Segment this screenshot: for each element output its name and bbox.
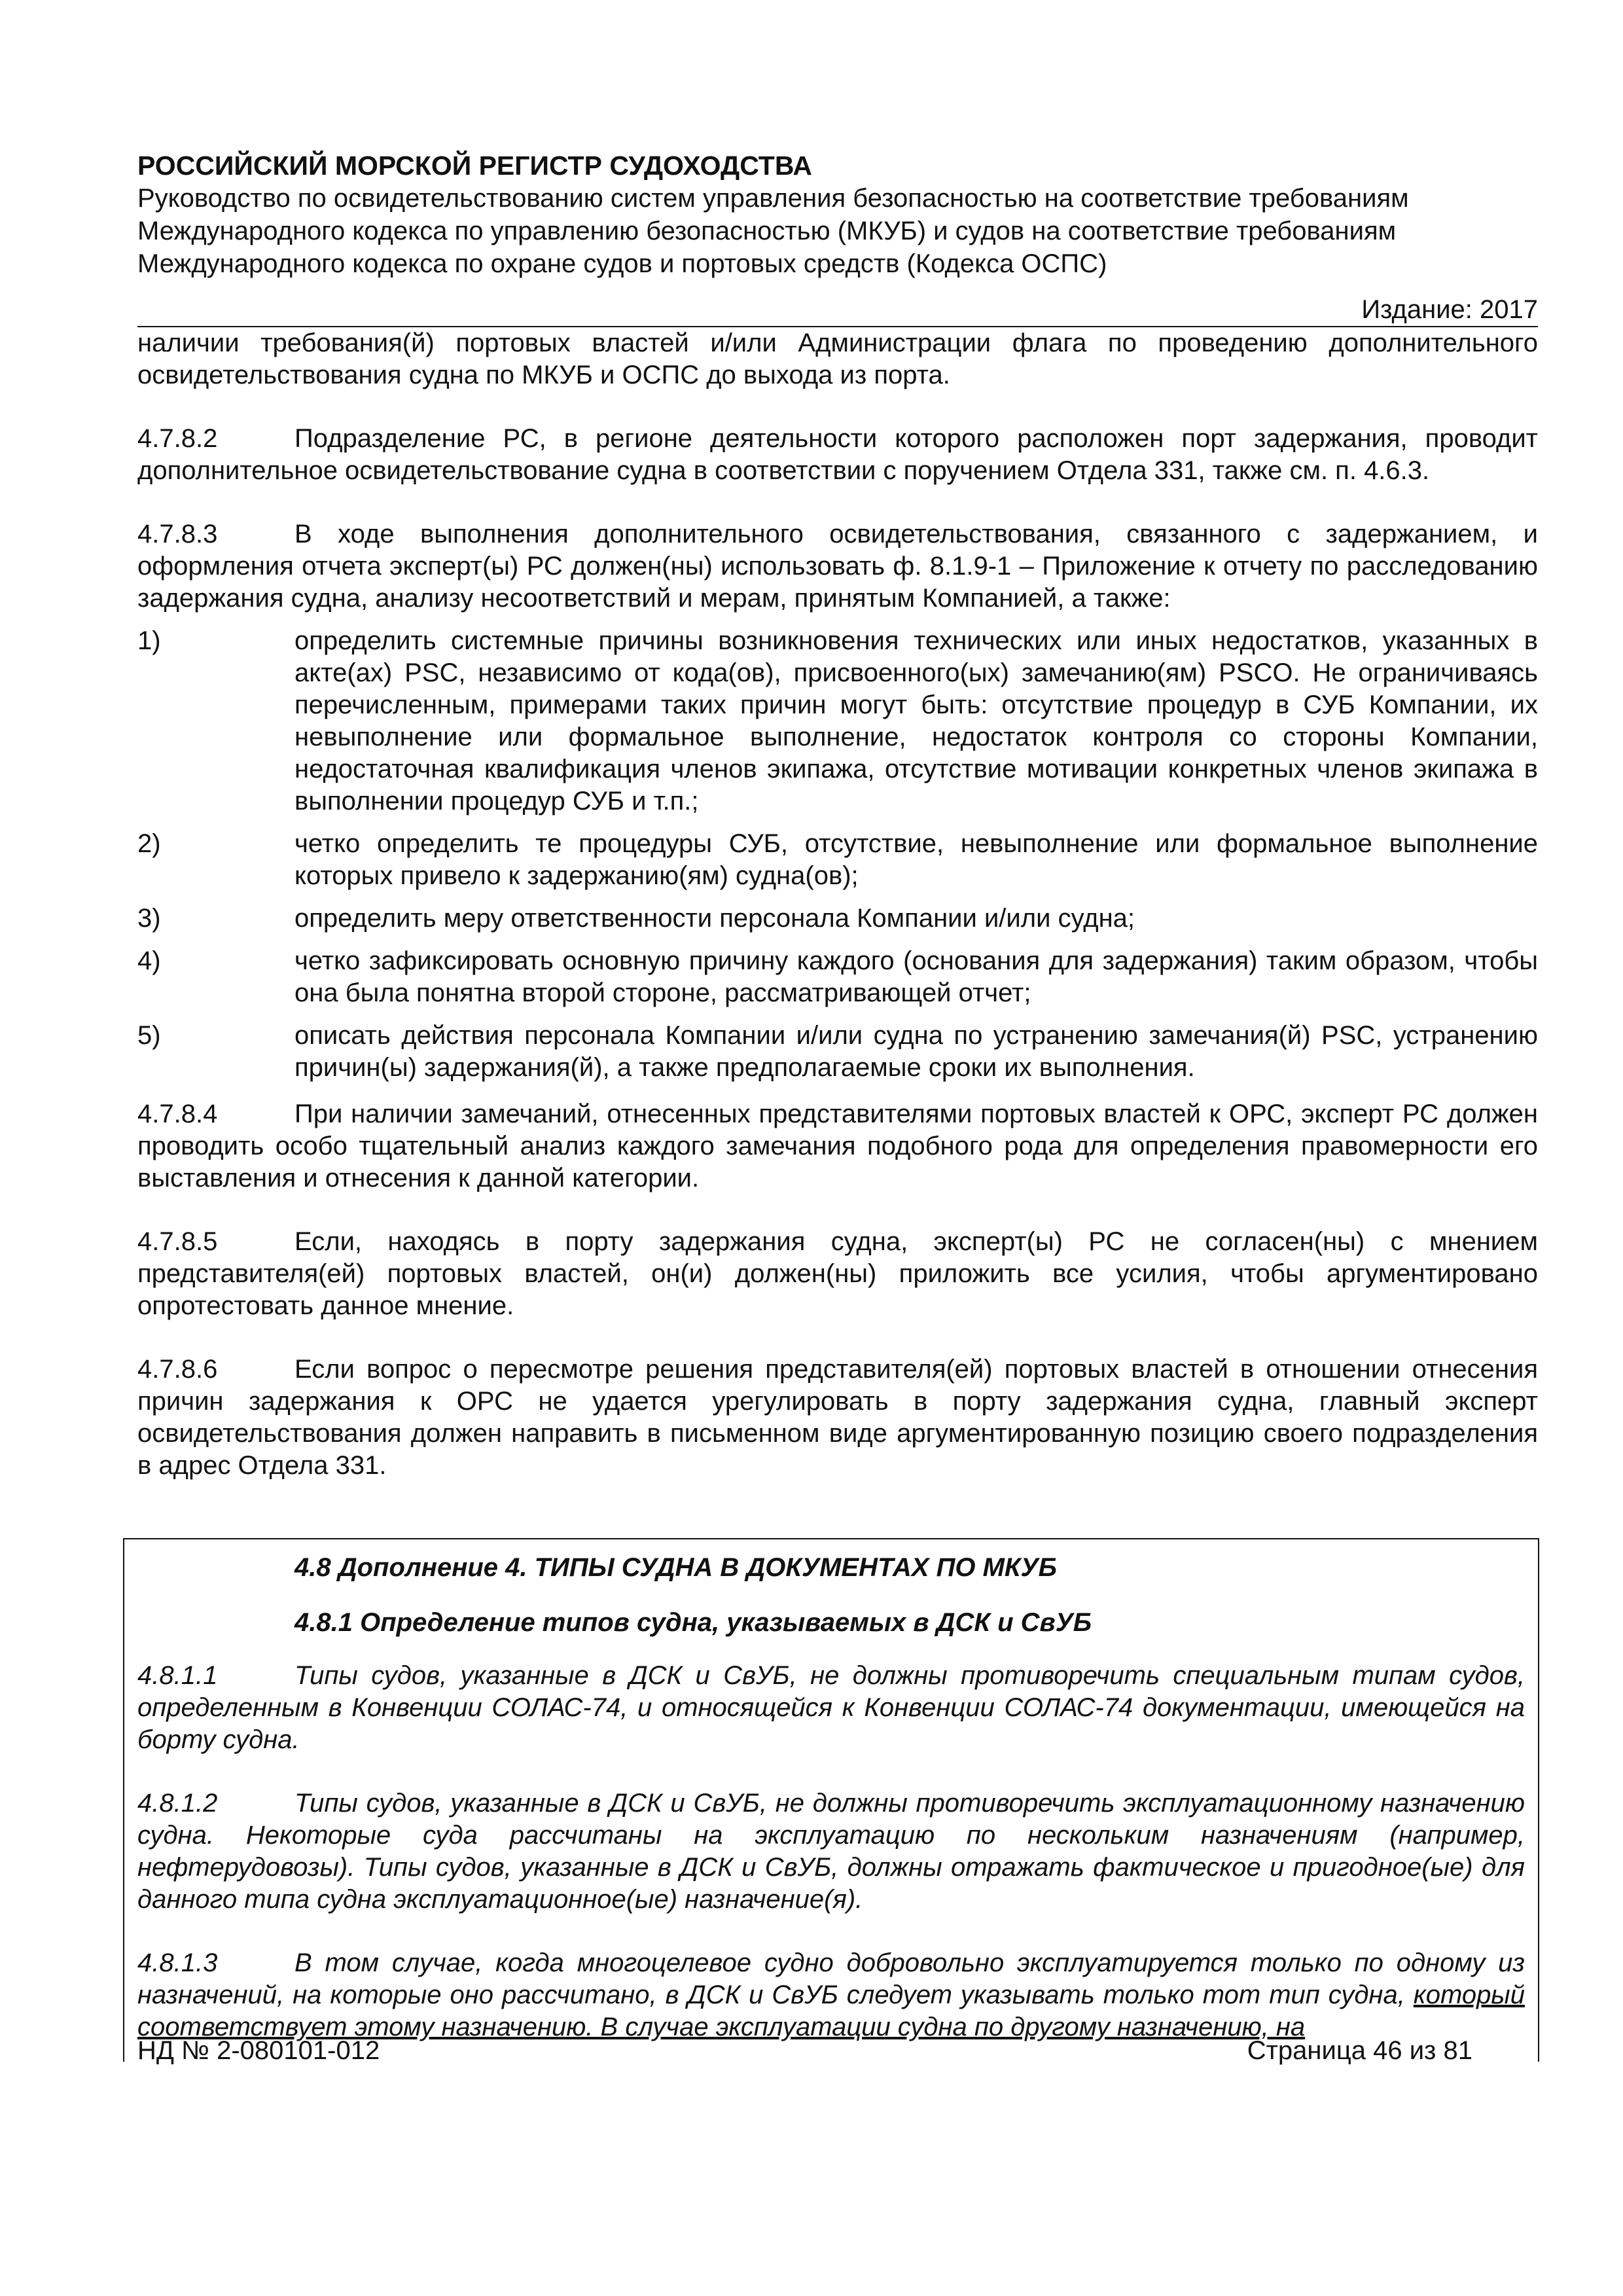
clause-number: 4.7.8.4 — [137, 1100, 218, 1128]
continuation-paragraph: наличии требования(й) портовых властей и/или Администрации флага по проведению дополнительного освидетельствования судна по МКУБ и ОСПС до выхода из порта. — [137, 329, 1538, 389]
section-heading: 4.8 Дополнение 4. ТИПЫ СУДНА В ДОКУМЕНТАХ ПО МКУБ — [294, 1553, 1057, 1582]
clause-number: 4.8.1.1 — [137, 1661, 218, 1690]
organization-name: РОССИЙСКИЙ МОРСКОЙ РЕГИСТР СУДОХОДСТВА — [137, 151, 813, 181]
list-item-text: четко зафиксировать основную причину каждого (основания для задержания) таким образом, чтобы она была понятна второй стороне, рассматривающей отчет; — [294, 946, 1538, 1007]
document-title-line-2: Международного кодекса по управлению безопасностью (МКУБ) и судов на соответствие требованиям — [137, 217, 1397, 245]
subsection-heading: 4.8.1 Определение типов судна, указываемых в ДСК и СвУБ — [294, 1608, 1092, 1637]
list-item — [137, 828, 1538, 892]
clause-4-7-8-3 — [137, 518, 1538, 615]
amendment-content — [137, 1551, 1525, 2043]
list-item — [137, 945, 1538, 1009]
clause-number: 4.7.8.3 — [137, 520, 218, 548]
clause-4-8-1-1 — [137, 1660, 1525, 1756]
clause-text: Типы судов, указанные в ДСК и СвУБ, не должны противоречить специальным типам судов, определенным в Конвенции СОЛАС-74, и относящейся к Конвенции СОЛАС-74 документации, имеющейся на борту судна. — [137, 1661, 1525, 1754]
clause-text: Если вопрос о пересмотре решения представителя(ей) портовых властей в отношении отнесения причин задержания к ОРС не удается урегулировать в порту задержания судна, главный эксперт освидетельствования должен направить в письменном виде аргументированную позицию своего подразделения в адрес Отдела 331. — [137, 1355, 1538, 1480]
clause-number: 4.8.1.3 — [137, 1948, 218, 1977]
page-number: Страница 46 из 81 — [1247, 2036, 1472, 2065]
clause-number: 4.8.1.2 — [137, 1789, 218, 1818]
clause-4-7-8-2 — [137, 423, 1538, 487]
clause-text: Если, находясь в порту задержания судна, эксперт(ы) РС не согласен(ны) с мнением представителя(ей) портовых властей, он(и) должен(ны) приложить все усилия, чтобы аргументировано опротестовать данное мнение. — [137, 1227, 1538, 1320]
clause-text: В том случае, когда многоцелевое судно добровольно эксплуатируется только по одному из назначений, на которые оно рассчитано, в ДСК и СвУБ следует указывать только тот тип судна, — [137, 1948, 1525, 2009]
list-item-text: определить системные причины возникновения технических или иных недостатков, указанных в акте(ах) PSC, независимо от кода(ов), присвоенного(ых) замечанию(ям) PSCO. Не ограничиваясь перечисленным, примерами таких причин могут быть: отсутствие процедур в СУБ Компании, их невыполнение или формальное выполнение, недостаток контроля со стороны Компании, недостаточная квалификация членов экипажа, отсутствие мотивации конкретных членов экипажа в выполнении процедур СУБ и т.п.; — [294, 626, 1538, 816]
amendment-box — [123, 1538, 1539, 2062]
document-title-line-1: Руководство по освидетельствованию систем управления безопасностью на соответствие требованиям — [137, 184, 1409, 213]
clause-4-7-8-5 — [137, 1226, 1538, 1322]
list-item-number: 4) — [137, 946, 161, 975]
clause-4-8-1-2 — [137, 1787, 1525, 1916]
clause-4-7-8-4 — [137, 1098, 1538, 1194]
clause-text-underlined: который соответствует этому назначению. В случае эксплуатации судна по другому назначению, на — [137, 1981, 1525, 2041]
clause-number: 4.7.8.2 — [137, 424, 218, 453]
list-item-text: четко определить те процедуры СУБ, отсутствие, невыполнение или формальное выполнение которых привело к задержанию(ям) судна(ов); — [294, 829, 1538, 890]
list-item-number: 3) — [137, 904, 161, 933]
list-item-number: 1) — [137, 626, 161, 655]
list-item-number: 5) — [137, 1021, 161, 1050]
document-title-line-3: Международного кодекса по охране судов и портовых средств (Кодекса ОСПС) — [137, 249, 1107, 278]
list-item-number: 2) — [137, 829, 161, 858]
list-item-text: описать действия персонала Компании и/или судна по устранению замечания(й) PSC, устранению причин(ы) задержания(й), а также предполагаемые сроки их выполнения. — [294, 1021, 1538, 1082]
clause-number: 4.7.8.5 — [137, 1227, 218, 1256]
clause-4-7-8-6 — [137, 1354, 1538, 1482]
clause-text: Типы судов, указанные в ДСК и СвУБ, не должны противоречить эксплуатационному назначению судна. Некоторые суда рассчитаны на эксплуатацию по нескольким назначениям (например, нефтерудовозы). Типы судов, указанные в ДСК и СвУБ, должны отражать фактическое и пригодное(ые) для данного типа судна эксплуатационное(ые) назначение(я). — [137, 1789, 1525, 1914]
document-page — [137, 149, 1538, 1482]
clause-text: При наличии замечаний, отнесенных представителями портовых властей к ОРС, эксперт РС должен проводить особо тщательный анализ каждого замечания подобного рода для определения правомерности его выставления и отнесения к данной категории. — [137, 1100, 1538, 1193]
requirements-list — [137, 625, 1538, 1084]
document-number: НД № 2-080101-012 — [137, 2036, 380, 2065]
clause-text: Подразделение РС, в регионе деятельности которого расположен порт задержания, проводит дополнительное освидетельствование судна в соответствии с поручением Отдела 331, также см. п. 4.6.3. — [137, 424, 1538, 485]
page-footer — [137, 2034, 1472, 2067]
list-item — [137, 903, 1538, 935]
edition-label: Издание: 2017 — [1361, 295, 1538, 324]
page-header — [137, 149, 1538, 326]
clause-text: В ходе выполнения дополнительного освидетельствования, связанного с задержанием, и оформления отчета эксперт(ы) РС должен(ны) использовать ф. 8.1.9-1 – Приложение к отчету по расследованию задержания судна, анализу несоответствий и мерам, принятым Компанией, а также: — [137, 520, 1538, 613]
list-item — [137, 625, 1538, 817]
list-item-text: определить меру ответственности персонала Компании и/или судна; — [294, 904, 1135, 933]
list-item — [137, 1020, 1538, 1084]
clause-4-8-1-3 — [137, 1947, 1525, 2043]
clause-number: 4.7.8.6 — [137, 1355, 218, 1384]
